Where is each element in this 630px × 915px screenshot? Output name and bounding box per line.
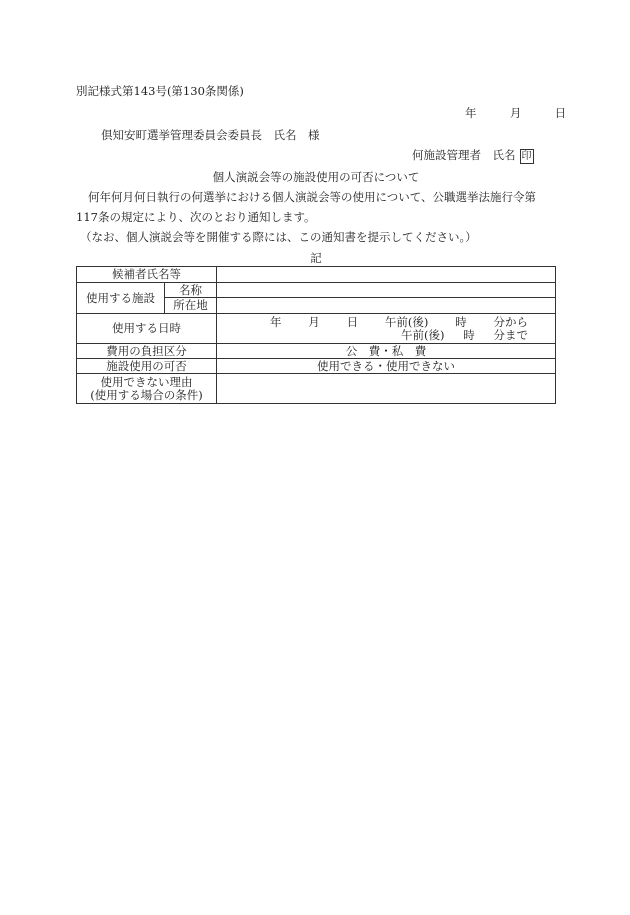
facility-location-value [217, 298, 556, 314]
table-row [77, 344, 556, 359]
date-line [465, 106, 566, 120]
availability-label: 施設使用の可否 [77, 359, 217, 374]
body-line-1: 何年何月何日執行の何選挙における個人演説会等の使用について、公職選挙法施行令第 [88, 190, 537, 204]
dt-month: 月 [308, 314, 320, 329]
datetime-line-2 [220, 329, 552, 342]
table-row [77, 314, 556, 344]
addressee: 倶知安町選挙管理委員会委員長 氏名 様 [101, 128, 320, 142]
reason-label-line-2: (使用する場合の条件) [90, 387, 203, 402]
dt-day: 日 [346, 314, 359, 329]
table-row [77, 267, 556, 283]
candidate-label: 候補者氏名等 [77, 267, 217, 283]
form-number: 別記様式第143号(第130条関係) [76, 84, 244, 98]
cost-value: 公 費・私 費 [217, 344, 556, 359]
date-month: 月 [509, 106, 522, 120]
facility-label: 使用する施設 [77, 283, 165, 314]
dt-minute-start: 分から [493, 314, 528, 329]
reason-label [77, 374, 217, 404]
reason-value [217, 374, 556, 404]
dt-ampm-start: 午前(後) [384, 314, 429, 329]
reason-label-line-1: 使用できない理由 [100, 374, 193, 389]
table-row [77, 374, 556, 404]
candidate-value [217, 267, 556, 283]
document-title: 個人演説会等の施設使用の可否について [212, 170, 420, 184]
availability-value: 使用できる・使用できない [217, 359, 556, 374]
facility-location-label: 所在地 [165, 298, 217, 314]
date-year: 年 [465, 106, 477, 120]
table-row [77, 283, 556, 298]
body-line-2: 117条の規定により、次のとおり通知します。 [76, 210, 316, 224]
date-day: 日 [554, 106, 567, 120]
notification-table [76, 266, 556, 404]
datetime-label: 使用する日時 [77, 314, 217, 344]
datetime-line-1 [220, 316, 552, 329]
dt-minute-end: 分まで [493, 327, 528, 342]
seal-stamp: 印 [521, 150, 532, 162]
table-row [77, 359, 556, 374]
facility-name-value [217, 283, 556, 298]
datetime-value [217, 314, 556, 344]
sender [412, 148, 534, 164]
sender-label: 何施設管理者 氏名 [412, 148, 516, 162]
dt-ampm-end: 午前(後) [401, 327, 445, 342]
ki-heading: 記 [310, 251, 322, 265]
cost-label: 費用の負担区分 [77, 344, 217, 359]
dt-hour-start: 時 [455, 314, 467, 329]
dt-year: 年 [270, 314, 282, 329]
facility-name-label: 名称 [165, 283, 217, 298]
dt-hour-end: 時 [463, 327, 475, 342]
note: （なお、個人演説会等を開催する際には、この通知書を提示してください。） [80, 230, 477, 244]
